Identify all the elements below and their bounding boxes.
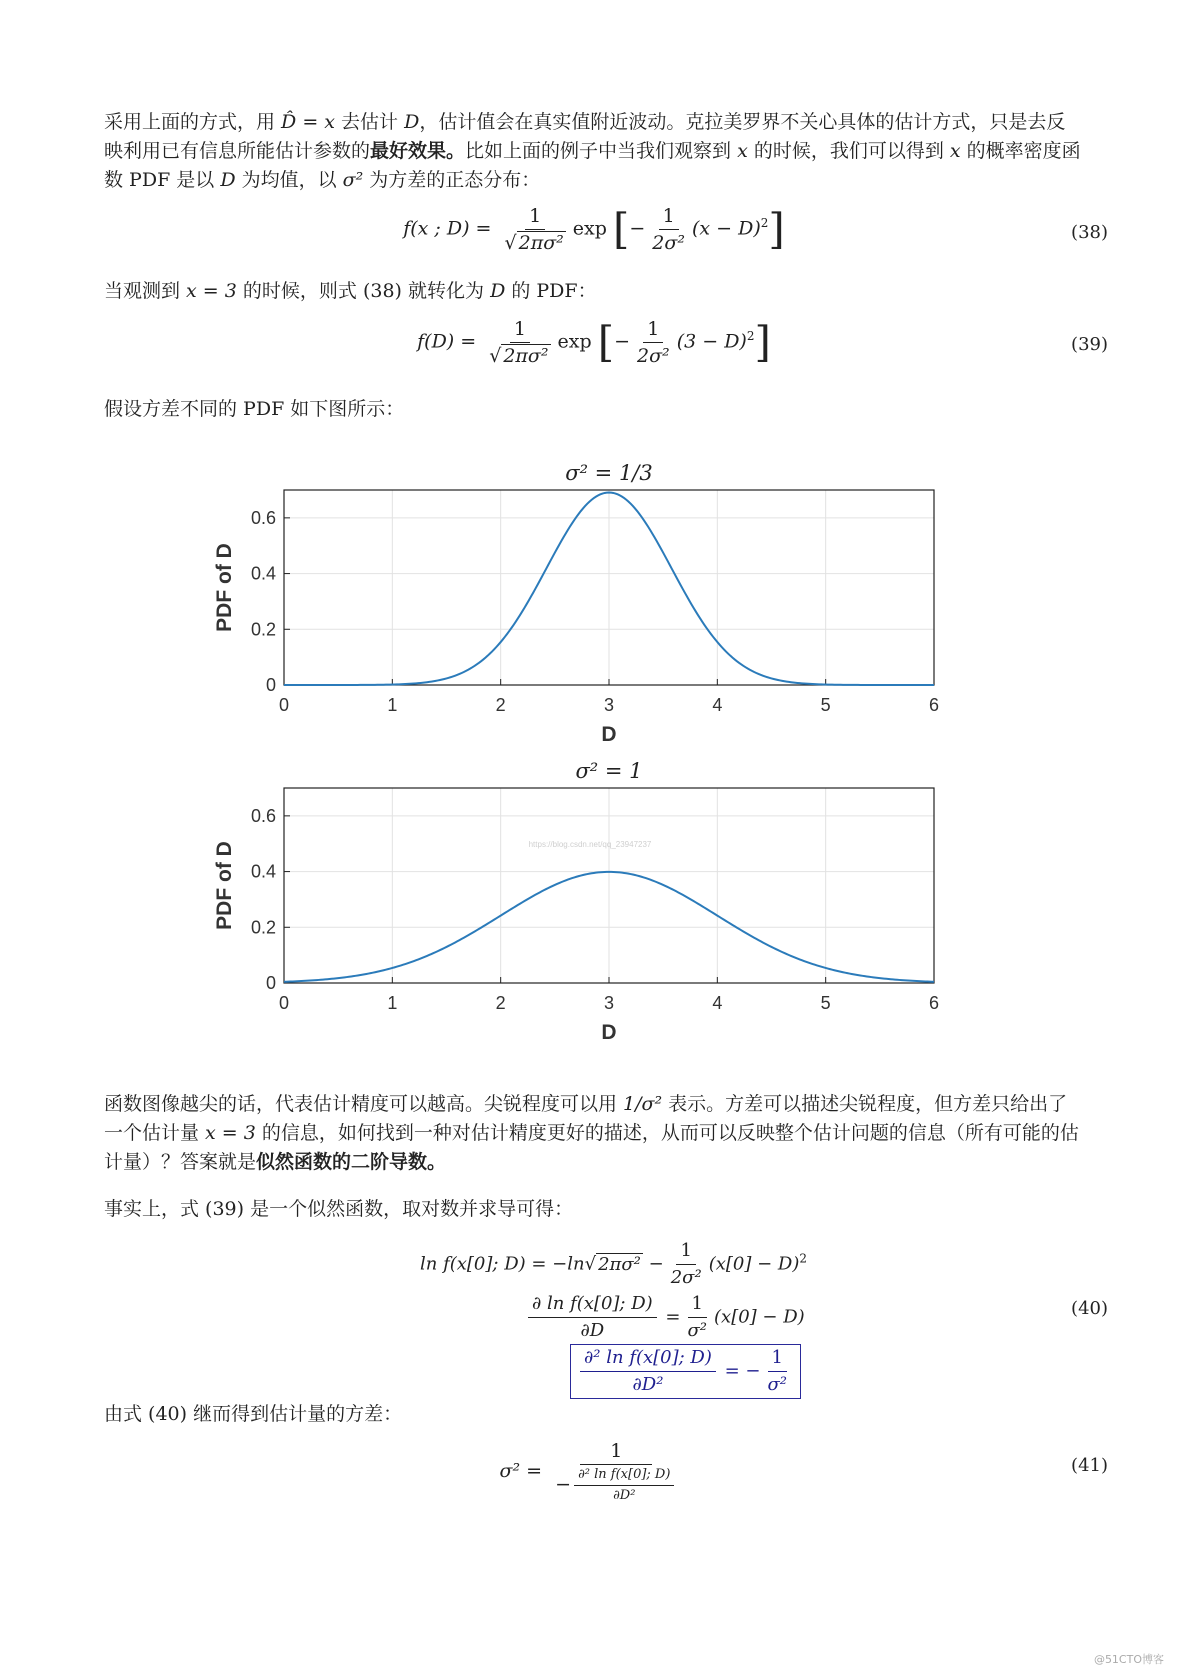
paragraph-intro: 采用上面的方式，用 D̂ = x 去估计 D，估计值会在真实值附近波动。克拉美罗界不关心具体的估计方式，只是去反映利用已有信息所能估计参数的最好效果。比如上面的例子中当我们观察到 x 的时候，我们可以得到 x 的概率密度函数 PDF 是以 D 为均值，以 σ² 为方差的正态分布： — [104, 111, 1081, 191]
x-tick-label: 5 — [820, 993, 831, 1013]
x-tick-label: 2 — [495, 695, 506, 715]
boxed-second-derivative: $\frac{\text{∂² ln f(x[0]; D)}}{\text{∂D²}}$ = − $\frac{1}{\text{σ²}}$ — [570, 1344, 801, 1399]
footer-watermark: @51CTO博客 — [1093, 1653, 1164, 1666]
x-tick-label: 4 — [712, 993, 723, 1013]
equation-number-38: (38) — [1071, 222, 1108, 243]
y-tick-label: 0.2 — [250, 619, 276, 640]
x-tick-label: 4 — [712, 695, 723, 715]
paragraph-figure-intro: 假设方差不同的 PDF 如下图所示： — [104, 398, 405, 420]
x-tick-label: 5 — [820, 695, 831, 715]
pdf-charts — [0, 450, 1184, 1070]
bold-phrase: 似然函数的二阶导数。 — [256, 1151, 447, 1173]
x-tick-label: 0 — [278, 993, 290, 1013]
chart-title: σ² = 1 — [575, 759, 643, 783]
y-tick-label: 0.4 — [250, 563, 276, 584]
y-axis-label: PDF of D — [213, 543, 236, 632]
paragraph-variance: 由式 (40) 继而得到估计量的方差： — [104, 1403, 403, 1425]
x-tick-label: 2 — [495, 993, 506, 1013]
x-tick-label: 1 — [387, 993, 398, 1013]
y-tick-label: 0.6 — [250, 805, 276, 826]
bold-phrase: 最好效果。 — [370, 140, 466, 162]
x-axis-label: D — [601, 723, 617, 746]
paragraph-sharpness: 函数图像越尖的话，代表估计精度可以越高。尖锐程度可以用 1/σ² 表示。方差可以描述尖锐程度，但方差只给出了一个估计量 x = 3 的信息，如何找到一种对估计精度更好的描述，从而可以反映整个估计问题的信息（所有可能的估计量）？答案就是似然函数的二阶导数。 — [104, 1093, 1079, 1173]
paragraph-observation: 当观测到 x = 3 的时候，则式 (38) 就转化为 D 的 PDF： — [104, 280, 597, 302]
y-tick-label: 0 — [265, 973, 276, 993]
x-tick-label: 1 — [387, 695, 398, 715]
y-tick-label: 0.6 — [250, 507, 276, 528]
equation-38: f(x ; D) = $\frac{1}{\text{√ 2πσ²}}$ exp [− $\frac{1}{\text{2σ²}}$ $(x - D)^2$] — [403, 204, 785, 254]
equation-41: σ² = 1 − $\frac{\text{∂² ln f(x[0]; D)}}{\text{∂D²}}$ — [0, 1440, 1184, 1504]
paragraph-likelihood: 事实上，式 (39) 是一个似然函数，取对数并求导可得： — [104, 1198, 574, 1220]
equation-40-line-3 — [420, 1344, 840, 1399]
equation-number-41: (41) — [1071, 1455, 1108, 1476]
y-axis-label: PDF of D — [213, 841, 236, 930]
chart-title: σ² = 1/3 — [565, 461, 653, 485]
x-tick-label: 0 — [278, 695, 290, 715]
equation-number-40: (40) — [1071, 1298, 1108, 1319]
x-axis-label: D — [601, 1021, 617, 1044]
equation-39: f(D) = $\frac{1}{\text{√ 2πσ²}}$ exp [− $\frac{1}{\text{2σ²}}$ $(3 - D)^2$] — [417, 317, 771, 367]
equation-40 — [420, 1240, 840, 1399]
equation-number-39: (39) — [1071, 334, 1108, 355]
x-tick-label: 6 — [928, 695, 940, 715]
x-tick-label: 6 — [928, 993, 940, 1013]
x-tick-label: 3 — [603, 993, 615, 1013]
equation-40-line-1: ln f(x[0]; D) = −ln√ 2πσ² − $\frac{1}{\text{2σ²}}$ $(x[0] - D)^2$ — [420, 1240, 807, 1288]
y-tick-label: 0.4 — [250, 861, 276, 882]
x-tick-label: 3 — [603, 695, 615, 715]
y-tick-label: 0.2 — [250, 917, 276, 938]
watermark-text: https://blog.csdn.net/qq_23947237 — [528, 840, 652, 849]
equation-40-line-2: $\frac{\text{∂ ln f(x[0]; D)}}{\partial D}$ = $\frac{1}{\text{σ²}}$ (x[0] − D) — [420, 1293, 840, 1342]
y-tick-label: 0 — [265, 675, 276, 695]
